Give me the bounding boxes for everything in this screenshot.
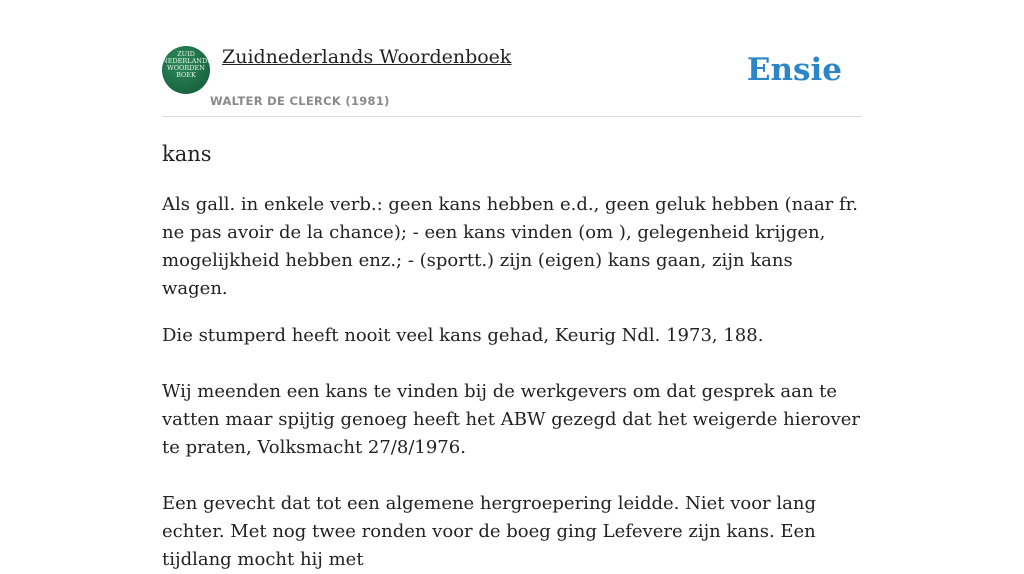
example-quote: Een gevecht dat tot een algemene hergroepering leidde. Niet voor lang echter. Met nog twee ronden voor de boeg ging Lefevere zijn kans. Een tijdlang mocht hij met — [162, 493, 816, 570]
example-quote: Wij meenden een kans te vinden bij de werkgevers om dat gesprek aan te vatten maar spijtig genoeg heeft het ABW gezegd dat het weigerde hierover te praten, Volksmacht 27/8/1976. — [162, 381, 861, 458]
dictionary-author: WALTER DE CLERCK (1981) — [210, 94, 390, 108]
entry-definition: Als gall. in enkele verb.: geen kans hebben e.d., geen geluk hebben (naar fr. ne pas avoir de la chance); - een kans vinden (om ), gelegenheid krijgen, mogelijkheid hebben enz.; - (sportt.) zijn (eigen) kans gaan, zijn kans wagen. — [162, 194, 859, 299]
entry-content — [162, 138, 862, 574]
logo-line: BOEK — [176, 71, 196, 79]
logo-line: ZUID — [177, 50, 195, 58]
logo-text — [162, 51, 210, 79]
dictionary-title-link[interactable]: Zuidnederlands Woordenboek — [222, 46, 512, 68]
logo-line: WOORDEN — [167, 64, 205, 72]
dictionary-logo[interactable] — [162, 46, 210, 94]
dictionary-header — [162, 46, 862, 117]
example-quote: Die stumperd heeft nooit veel kans gehad, Keurig Ndl. 1973, 188. — [162, 325, 764, 346]
ensie-brand-link[interactable]: Ensie — [746, 52, 842, 88]
logo-line: NEDERLANDS — [162, 57, 212, 65]
entry-headword: kans — [162, 142, 212, 166]
